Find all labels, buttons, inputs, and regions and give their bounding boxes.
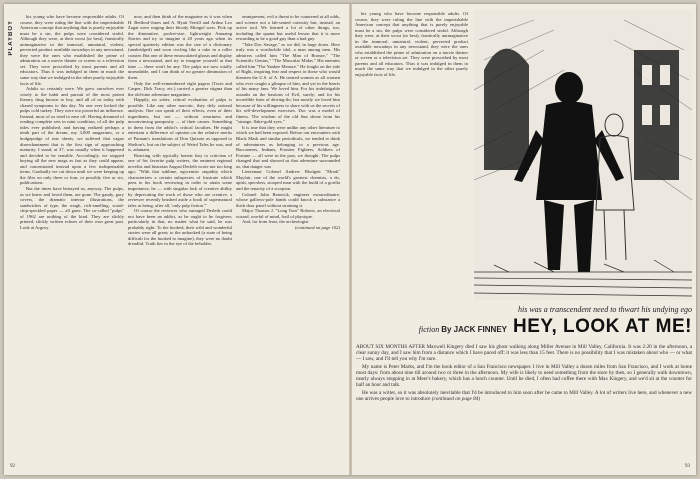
continuation-note: (continued on page 102) — [294, 224, 340, 230]
paragraph: Only the well-remembered eight pagers (Toots and Casper, Dick Tracy, etc.) carried a greater stigma than the old-time adventure magazines. — [128, 80, 232, 97]
magazine-spread — [4, 4, 696, 475]
story-headline-block — [356, 316, 692, 340]
paragraph: Adults so certainly were. We grew ourselves ever wisely to the habit and pursuit of the most potent literary drug known to boy, and all of us today with chased symptoms to this day. No one ever kicked the pulps cold turkey. They were too powerful an influence. Instead, most of us tried to ease off. Having dreamed of reading complete sets in mint condition, of all the pulp titles ever published, and having realized perhaps a tenth part of the dream, my 3,000 magazines, or a hodgepodge of tear sheets, we suffered that vague disenchantment that is the first sign of approaching maturity. I stand, at 37, was usually when it happened and decided to be sensible. Accordingly, we stopped buying all the new mags as fast as they could appear, and concentrated instead upon a few indispensable items. Gradually we cut down until we were keeping up the files on only three or four, or possibly five or six, publications. — [20, 86, 124, 186]
section-label: PLAYBOY — [8, 20, 14, 56]
paragraph: Of course the reviewer who outraged Derleth could not have been an addict, as he ought to be forgiven; particularly in that, no matter what he said, he was probably right. To the hooked, their wild and wonderful stories were all great; to the unhooked (a state of being difficult for the hooked to imagine), they were no doubt dreadful. Truth lies in the eye of the beholder. — [128, 208, 232, 247]
left-page-column-3 — [236, 14, 340, 466]
story-body — [356, 344, 692, 404]
left-page-column-1 — [20, 14, 124, 466]
paragraph: It is true that they were unlike any other literature to which we had been exposed. Before our encounters with Black Mask and similar periodicals, we tended to think of adventurers as belonging to a previous age. Buccaneers, Indians, Frontier Fighters, Soldiers of Fortune — all were in the past, we thought. The pulps changed that and showed us that adventure surrounded us, that danger was — [236, 124, 340, 169]
paragraph: And, far from least, the archeologist — [242, 219, 309, 225]
paragraph — [356, 390, 692, 402]
paragraph: Colonel John Renwick, engineer extraordinaire, whose gallows-pole hands could knock a substance a thick door panel without straining it. — [236, 191, 340, 208]
paragraph: Happily, no sober, critical evaluation of pulps is possible. Like any other narcotic, they defy rational analysis. One can speak of their effects, even of their ingredients, but not — without weariness and unconvincing pomposity — of their causes. Something in them from the addict's critical faculties. He might entertain a difference of opinion on the relative merits of Putnam's translations of Don Quixote as opposed to Shelton's, but on the subject of Weird Tales he was, and is, adamant. — [128, 97, 232, 153]
illustration-ghost-figure-ink-drawing — [474, 10, 692, 300]
paragraph: ABOUT SIX MONTHS AFTER Maxwell Kingery died I saw his ghost walking along Miller Avenue in Mill Valley, California. It was 2:20 in the afternoon, a clear sunny day, and I saw him from a distance which I have paced off: it was less than 15 feet. There is no possibility that I was mistaken about who — or what — I saw, and I'll tell you why I'm sure. — [356, 344, 692, 363]
paragraph: Major Thomas J. "Long Tom" Roberts, an electrical wizard, woeful of mind, frail of physique. — [236, 208, 340, 219]
paragraph: his young who have become responsible adults. Of course, they were ruling the line with the imperishable American concept that anything that is purely enjoyable must be a sin, the pulps were considered sinful. Although they were, at their worst (or best), frantically unimaginative in the immoral, unnatural, violent, perverted product available nowadays in any newsstand, they were the ones who established the prime of admiration on a movie theater or screen or a television set. They were proscribed by most parents and all educators. Thus it was indulged in them in much the same way that we indulged in the other purely enjoyable facts of life. — [355, 11, 468, 78]
paragraph: now, and then think of the magazine as it was when H. Bedford-Jones and A. Hyatt Verrill and Arthur Leo Zagat were waging their bloody Mongol wars. Pick up the diminutive, pocket-size, lightweight Amazing Stories and try to imagine it 20 years ago when its special quarterly edition was the size of a dictionary (unabridged) and soon circling like a rake in a roller coaster. But one of these emasculated ghosts and display from a newsstand, and try to imagine yourself at that time — there won't be any. The pulps are now totally unreadable, and I can think of no greater diminution of them. — [128, 14, 232, 81]
paragraph: My name is Peter Marks, and I'm the book editor of a San Francisco newspaper. I live in Mill Valley a dozen miles from San Francisco, and I work at home most days: from about nine till around two or three in the afternoon. My wife is likely to need something from the store by then, so I generally walk downtown, nearly always stopping in at Meer's bakery, which has a lunch counter. Until he died, I often had coffee there with Max Kingery, and we'd sit at the counter for half an hour and talk. — [356, 363, 692, 389]
paragraph: his young who have become responsible adults. Of course, they were ruling the line with the imperishable American concept that anything that is purely enjoyable must be a sin, the pulps were considered sinful. Although they were, at their worst (or best), frantically unimaginative in the immoral, unnatural, violent, perverted product available nowadays in any newsstand, they were the ones who established the prime of admiration on a movie theater or screen or a television set. They were proscribed by most parents and all educators. Thus it was indulged in them in much the same way that we indulged in the other purely enjoyable facts of life. — [20, 14, 124, 86]
paragraph-text: He was a writer, so it was absolutely inevitable that I'd be introduced to him soon after he came to Mill Valley. A lot of writers live here, and whenever a new one arrives people love to introduce — [356, 390, 692, 403]
byline-prefix: fiction — [418, 325, 440, 334]
left-page-number: 92 — [10, 464, 15, 469]
byline — [419, 325, 509, 334]
continuation-note: (continued on page 84) — [431, 396, 481, 403]
ink-illustration — [474, 10, 692, 300]
left-page-column-2 — [128, 14, 232, 466]
paragraph: But the times have betrayed us, anyway. The pulps, as we knew and loved them, are gone. The gaudy, gory covers, the dramatic interior illustrations, the sandwiches of type, the rough, rich-smelling, wood-chip-speckled paper — all gone. The so-called "pulps" of 1962 are nothing of the kind. They are slickly printed, slickly written echoes of their own great past. Look at Argosy — [20, 185, 124, 230]
paragraph: Reacting with typically honest fury to criticism of one of his favorite pulp writers, the eminent regional novelist and historian August Derleth wrote not too long ago: "With that sublime, egocentric stupidity which characterizes a certain subspecies of frustrate which pens to his book reviewing in order to attain some importance, he — with singular lack of creative ability by deprecating the work of those who are creative, a reviewer recently brushed aside a book of supernatural tales as being, after all, 'only pulp fiction.'" — [128, 152, 232, 208]
illustration-caption: his was a transcendent need to thwart his undying ego — [518, 305, 692, 314]
paragraph: Lieutenant Colonel Andrew Blodgett "Monk" Mayfair, one of the world's greatest chemists, a do, apish, specsless, stooped man with the build of a gorilla and the tenacity of a scorpion. — [236, 169, 340, 191]
story-title: HEY, LOOK AT ME! — [513, 316, 692, 337]
byline-author: By JACK FINNEY — [441, 325, 507, 334]
paragraph: omnipresent, evil a threat to be countered at all odds, and science not a lab-seated curiosity but, instead, an active tool. We learned a lot of other things, too, including the quaint but useful lesson that it is more rewarding to be a good guy than a bad guy. — [236, 14, 340, 42]
right-page-number: 93 — [685, 464, 690, 469]
gutter — [349, 4, 352, 475]
paragraph: "Take Doc Savage," as we did, in large doses. Here truly was a worthwhile idol, a man among men. His admirers called him "The Man of Bronze," "The Scientific Genius," "The Muscular Midas." His enemies called him "The Yankee Menace." He fought on the side of Right, inspiring fear and respect in those who would threaten the U.S. of A. He treated women as all women who ever caught a glimpse of him, and yet in the hearts of his many fans. We loved him. For his indefatigable assaults on the bastions of Evil, surely; and for his incredible feats of derring-do; but mostly we loved him because of his willingness to share with us the secrets of his self-development exercises. Doc was a model of fitness. The wisdom of the old Sun shone from his "strange, flake-gold eyes." — [236, 41, 340, 125]
right-page-text-column — [355, 11, 468, 301]
